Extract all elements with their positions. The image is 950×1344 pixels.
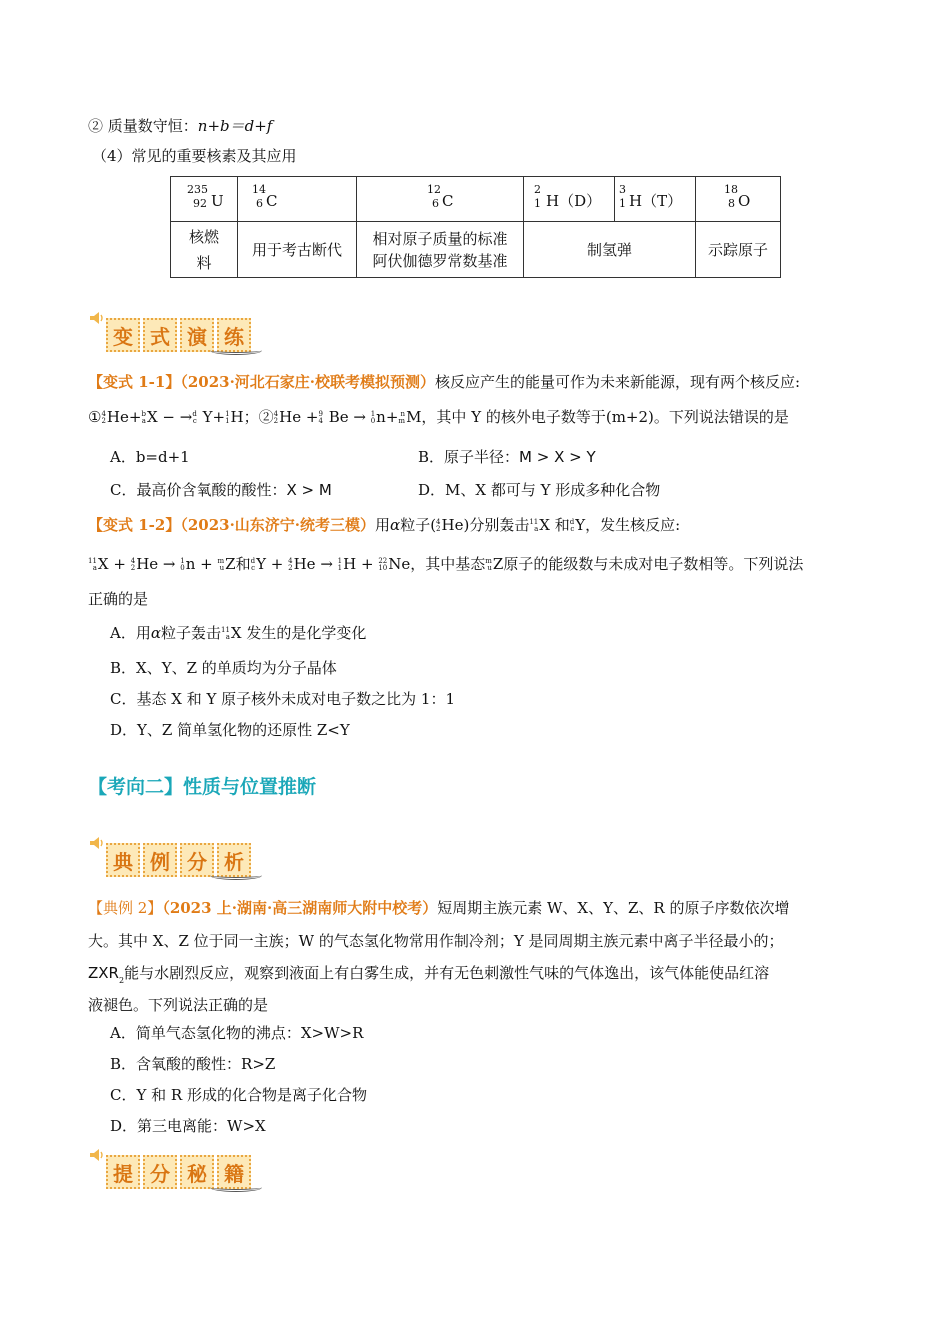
banner-char: 练: [217, 318, 251, 352]
mass-conservation-line: [88, 115, 272, 137]
q1-1-reactions: ① 4 2 He+ b a X − → d c Y+ 1 1 H；② 4 2 He + 9 4 Be → 1 0 n+ n m M，其中 Y 的核外电子数等于(m+2)。下列说法错误的是: [88, 408, 789, 426]
nuc-index: b a: [141, 410, 146, 425]
use-cell-o18: 示踪原子: [696, 222, 781, 278]
nuclide-cell: [171, 177, 238, 222]
sym-he: He: [279, 408, 302, 426]
sym-he: He: [293, 555, 316, 573]
mass-number: 12: [427, 183, 441, 196]
sym-x: X: [146, 408, 158, 426]
banner-char: 式: [143, 318, 177, 352]
q1-2-option-a[interactable]: [110, 622, 366, 644]
nuc-index: 22 10: [378, 557, 388, 572]
section4-title: （4）常见的重要核素及其应用: [92, 147, 297, 165]
element-symbol: C: [266, 192, 278, 210]
element-symbol: C: [442, 192, 454, 210]
q1-1-header: [88, 371, 800, 393]
banner-char: 分: [180, 843, 214, 877]
speaker-icon: [90, 837, 104, 849]
book-icon: [210, 871, 262, 880]
banner-char: 例: [143, 843, 177, 877]
q1-2-line2-tail: 原子的能级数与未成对电子数相等。下列说法: [503, 555, 804, 573]
atomic-number: 6: [256, 197, 263, 210]
banner-char: 典: [106, 843, 140, 877]
q1-2-stem-part: 粒子(: [400, 516, 437, 534]
ex2-line3-tail: 能与水剧烈反应，观察到液面上有白雾生成，并有无色刺激性气味的气体逸出，该气体能使品红溶: [124, 964, 770, 982]
mass-number: 235: [187, 183, 208, 196]
sym-n: n: [185, 555, 196, 573]
ex2-formula-sub: 2: [118, 976, 125, 985]
use-u: 核燃料: [188, 227, 219, 272]
q1-2-stem-part: 用: [375, 516, 391, 534]
nuc-index: 4 2: [288, 557, 293, 572]
speaker-icon: [90, 312, 104, 324]
ex2-source: （2023 上·湖南·高三湖南师大附中校考）: [162, 899, 438, 917]
q1-1-tag: 【变式 1-1】: [88, 373, 181, 391]
sym-alpha: α: [390, 516, 401, 534]
sym-he: He: [136, 555, 159, 573]
use-cell-c14: 用于考古断代: [238, 222, 357, 278]
nuc-index: m u: [485, 557, 492, 572]
nuc-index: n m: [398, 410, 406, 425]
q1-2-option-d[interactable]: D．Y、Z 简单氢化物的还原性 Z<Y: [110, 721, 350, 739]
nuc-index: 1 0: [180, 557, 185, 572]
mass-number: 3: [619, 183, 626, 196]
q1-2-stem-part: 和: [554, 516, 570, 534]
use-cell-dt: 制氢弹: [524, 222, 696, 278]
nuc-index: 9 4: [318, 410, 323, 425]
variant-practice-banner: [90, 310, 260, 352]
nuclide-cell: [238, 177, 357, 222]
sym-h: H: [230, 408, 244, 426]
element-symbol: U: [211, 192, 224, 210]
use-c12-line2: 阿伏伽德罗常数基准: [372, 251, 508, 270]
q1-2-option-a-part: A．用: [110, 624, 151, 642]
banner-char: 析: [217, 843, 251, 877]
nuclide-symbol-row: [171, 177, 781, 222]
nuc-index: m u: [217, 557, 225, 572]
q1-1-stem: 核反应产生的能量可作为未来新能源，现有两个核反应:: [435, 373, 801, 391]
q1-2-source: （2023·山东济宁·统考三模）: [180, 516, 376, 534]
nuc-index: d c: [250, 557, 256, 572]
nuclide-cell: [615, 177, 696, 222]
q1-1-option-c-value: X > M: [286, 481, 332, 499]
book-icon: [210, 346, 262, 355]
ex2-line2: 大。其中 X、Z 位于同一主族；W 的气态氢化物常用作制冷剂；Y 是同周期主族元素中离子半径最小的；: [88, 932, 784, 950]
ex2-option-d[interactable]: D．第三电离能：W>X: [110, 1117, 266, 1135]
use-cell-c12: [357, 222, 524, 278]
sym-y: Y: [256, 555, 266, 573]
q1-2-reactions: 11 a X + 4 2 He → 1 0 n + m u Z和 d c Y + 4 2 He → 1 1 H + 22 10 Ne，其中基态 m u Z原子的能级数与未成对电子数相等。下列说法: [88, 555, 804, 573]
q1-1-option-b-prefix: B．原子半径：: [418, 448, 520, 466]
q1-2-option-a-part: 发生的是化学变化: [246, 624, 367, 642]
nuc-index: 1 0: [370, 410, 376, 425]
nuclide-cell: [524, 177, 615, 222]
nuc-index: 4 2: [436, 518, 441, 533]
q1-1-option-a[interactable]: A．b=d+1: [110, 448, 190, 466]
nuc-index: d c: [192, 410, 197, 425]
q1-2-option-a-part: 粒子轰击: [160, 624, 221, 642]
mass-number: 18: [724, 183, 738, 196]
nuc-index: 4 2: [101, 410, 106, 425]
q1-2-line3: 正确的是: [88, 590, 149, 608]
nuc-index: d c: [569, 518, 575, 533]
banner-char: 秘: [180, 1155, 214, 1189]
banner-char: 演: [180, 318, 214, 352]
nuc-index: 1 1: [337, 557, 343, 572]
banner-char: 籍: [217, 1155, 251, 1189]
sym-y: Y: [202, 408, 213, 426]
book-icon: [210, 1183, 262, 1192]
banner-char: 变: [106, 318, 140, 352]
sym-ne: Ne: [388, 555, 411, 573]
atomic-number: 92: [193, 197, 207, 210]
q1-2-line2-tail: ，其中基态: [410, 555, 486, 573]
sym-x: X: [230, 624, 242, 642]
ex2-tag: 【典例 2】: [88, 899, 163, 917]
sym-m: M: [406, 408, 422, 426]
section2-title: 【考向二】性质与位置推断: [88, 776, 317, 798]
example-analysis-banner: [90, 835, 260, 877]
atomic-number: 1: [534, 197, 541, 210]
mass-line-prefix: ② 质量数守恒：: [88, 117, 198, 135]
banner-char: 分: [143, 1155, 177, 1189]
ex2-header: [88, 897, 790, 919]
mass-number: 2: [534, 183, 541, 196]
sym-h: H: [343, 555, 357, 573]
sym-he: He: [106, 408, 129, 426]
q1-2-option-c[interactable]: C．基态 X 和 Y 原子核外未成对电子数之比为 1：1: [110, 690, 455, 708]
banner-char: 提: [106, 1155, 140, 1189]
sym-z: Z: [492, 555, 504, 573]
q1-1-option-d[interactable]: D．M、X 都可与 Y 形成多种化合物: [418, 481, 661, 499]
q1-2-stem-part: )分别轰击: [463, 516, 530, 534]
q1-1-option-c-prefix: C．最高价含氧酸的酸性：: [110, 481, 287, 499]
ex2-option-a[interactable]: A．简单气态氢化物的沸点：X>W>R: [110, 1024, 364, 1042]
nuc-index: 11 a: [88, 557, 97, 572]
atomic-number: 8: [728, 197, 735, 210]
nuclide-cell: [696, 177, 781, 222]
tips-banner: [90, 1147, 260, 1189]
nuc-index: 11 a: [529, 518, 539, 533]
q1-2-header: [88, 514, 680, 536]
sym-x: X: [539, 516, 550, 534]
sym-z: Z: [225, 555, 236, 573]
ex2-line1: 短周期主族元素 W、X、Y、Z、R 的原子序数依次增: [437, 899, 790, 917]
nuclide-use-row: [171, 222, 781, 278]
q1-2-stem-part: ，发生核反应:: [585, 516, 681, 534]
nuc-index: 11 a: [221, 626, 230, 641]
ex2-line3: [88, 962, 769, 987]
sym-he: He: [441, 516, 464, 534]
sym-x: X: [97, 555, 109, 573]
speaker-icon: [90, 1149, 104, 1161]
atomic-number: 1: [619, 197, 626, 210]
q1-1-reaction-tail: ，其中 Y 的核外电子数等于(m+2)。下列说法错误的是: [421, 408, 789, 426]
nuclide-cell: [357, 177, 524, 222]
mass-number: 14: [252, 183, 266, 196]
element-symbol: H（T）: [629, 192, 683, 210]
sym-n: n: [376, 408, 386, 426]
use-cell-u: [171, 222, 238, 278]
q1-1-option-c[interactable]: [110, 479, 332, 501]
ex2-option-c[interactable]: C．Y 和 R 形成的化合物是离子化合物: [110, 1086, 367, 1104]
ex2-line4: 液褪色。下列说法正确的是: [88, 996, 269, 1014]
mass-line-formula: n+b＝d+f: [197, 117, 273, 135]
q1-1-option-b-value: M > X > Y: [519, 448, 596, 466]
q1-1-source: （2023·河北石家庄·校联考模拟预测）: [180, 373, 436, 391]
q1-2-option-b[interactable]: B．X、Y、Z 的单质均为分子晶体: [110, 659, 337, 677]
ex2-option-b[interactable]: B．含氧酸的酸性：R>Z: [110, 1055, 276, 1073]
q1-2-tag: 【变式 1-2】: [88, 516, 181, 534]
nuc-index: 4 2: [130, 557, 136, 572]
ex2-formula: ZXR: [88, 964, 119, 982]
sym-be: Be: [328, 408, 349, 426]
nuclide-table: [170, 176, 781, 278]
nuc-index: 4 2: [273, 410, 279, 425]
sym-y: Y: [575, 516, 586, 534]
element-symbol: O: [738, 192, 751, 210]
sym-alpha: α: [150, 624, 161, 642]
element-symbol: H（D）: [546, 192, 602, 210]
use-c12-line1: 相对原子质量的标准: [372, 229, 508, 248]
nuc-index: 1 1: [225, 410, 230, 425]
atomic-number: 6: [432, 197, 439, 210]
q1-1-option-b[interactable]: [418, 446, 596, 468]
